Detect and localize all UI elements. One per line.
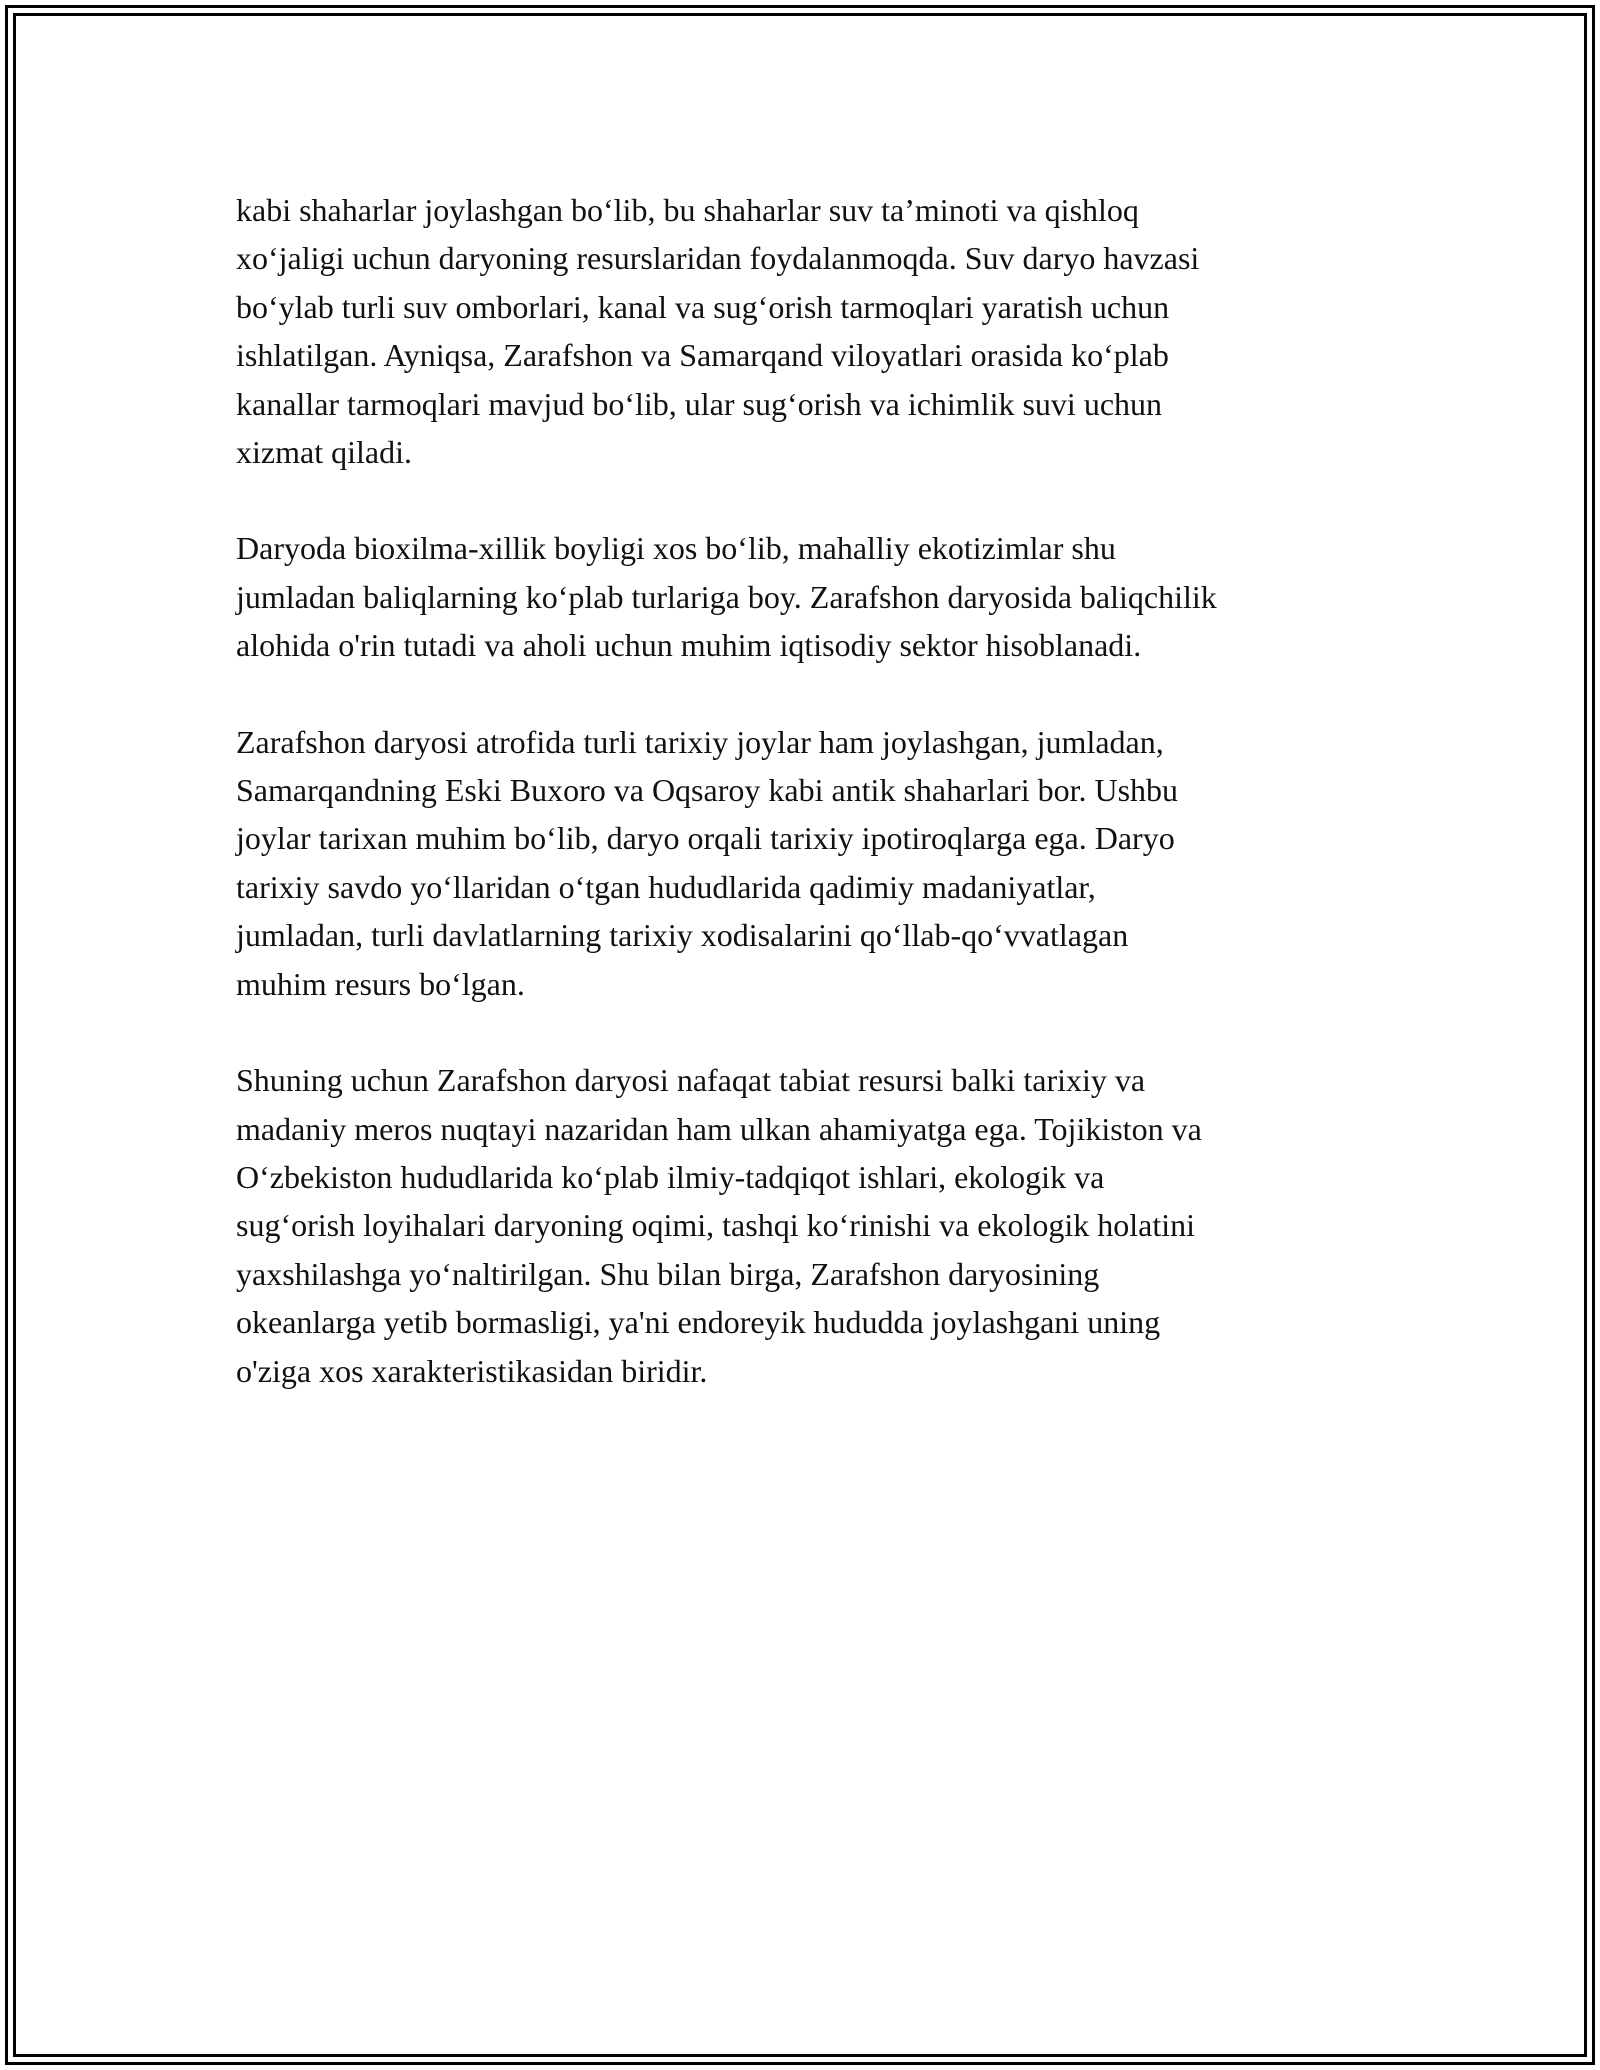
paragraph-3: Zarafshon daryosi atrofida turli tarixiy joylar ham joylashgan, jumladan, Samarqandning Eski Buxoro va Oqsaroy kabi antik shaharlari bor. Ushbu joylar tarixan muhim bo‘lib, daryo orqali tarixiy ipotiroqlarga ega. Daryo tarixiy savdo yo‘llaridan o‘tgan hududlarida qadimiy madaniyatlar, jumladan, turli davlatlarning tarixiy xodisalarini qo‘llab-qo‘vvatlagan muhim resurs bo‘lgan.: [236, 723, 1179, 1002]
document-body: [236, 186, 1366, 1443]
paragraph-1: kabi shaharlar joylashgan bo‘lib, bu shaharlar suv ta’minoti va qishloq xo‘jaligi uchun daryoning resurslaridan foydalanmoqda. Suv daryo havzasi bo‘ylab turli suv omborlari, kanal va sug‘orish tarmoqlari yaratish uchun ishlatilgan. Ayniqsa, Zarafshon va Samarqand viloyatlari orasida ko‘plab kanallar tarmoqlari mavjud bo‘lib, ular sug‘orish va ichimlik suvi uchun xizmat qiladi.: [236, 192, 1200, 471]
paragraph-4: Shuning uchun Zarafshon daryosi nafaqat tabiat resursi balki tarixiy va madaniy meros nuqtayi nazaridan ham ulkan ahamiyatga ega. Tojikiston va O‘zbekiston hududlarida ko‘plab ilmiy-tadqiqot ishlari, ekologik va sug‘orish loyihalari daryoning oqimi, tashqi ko‘rinishi va ekologik holatini yaxshilashga yo‘naltirilgan. Shu bilan birga, Zarafshon daryosining okeanlarga yetib bormasligi, ya'ni endoreyik hududda joylashgani uning o'ziga xos xarakteristikasidan biridir.: [236, 1062, 1202, 1389]
paragraph-2: Daryoda bioxilma-xillik boyligi xos bo‘lib, mahalliy ekotizimlar shu jumladan baliqlarning ko‘plab turlariga boy. Zarafshon daryosida baliqchilik alohida o'rin tutadi va aholi uchun muhim iqtisodiy sektor hisoblanadi.: [236, 530, 1217, 664]
